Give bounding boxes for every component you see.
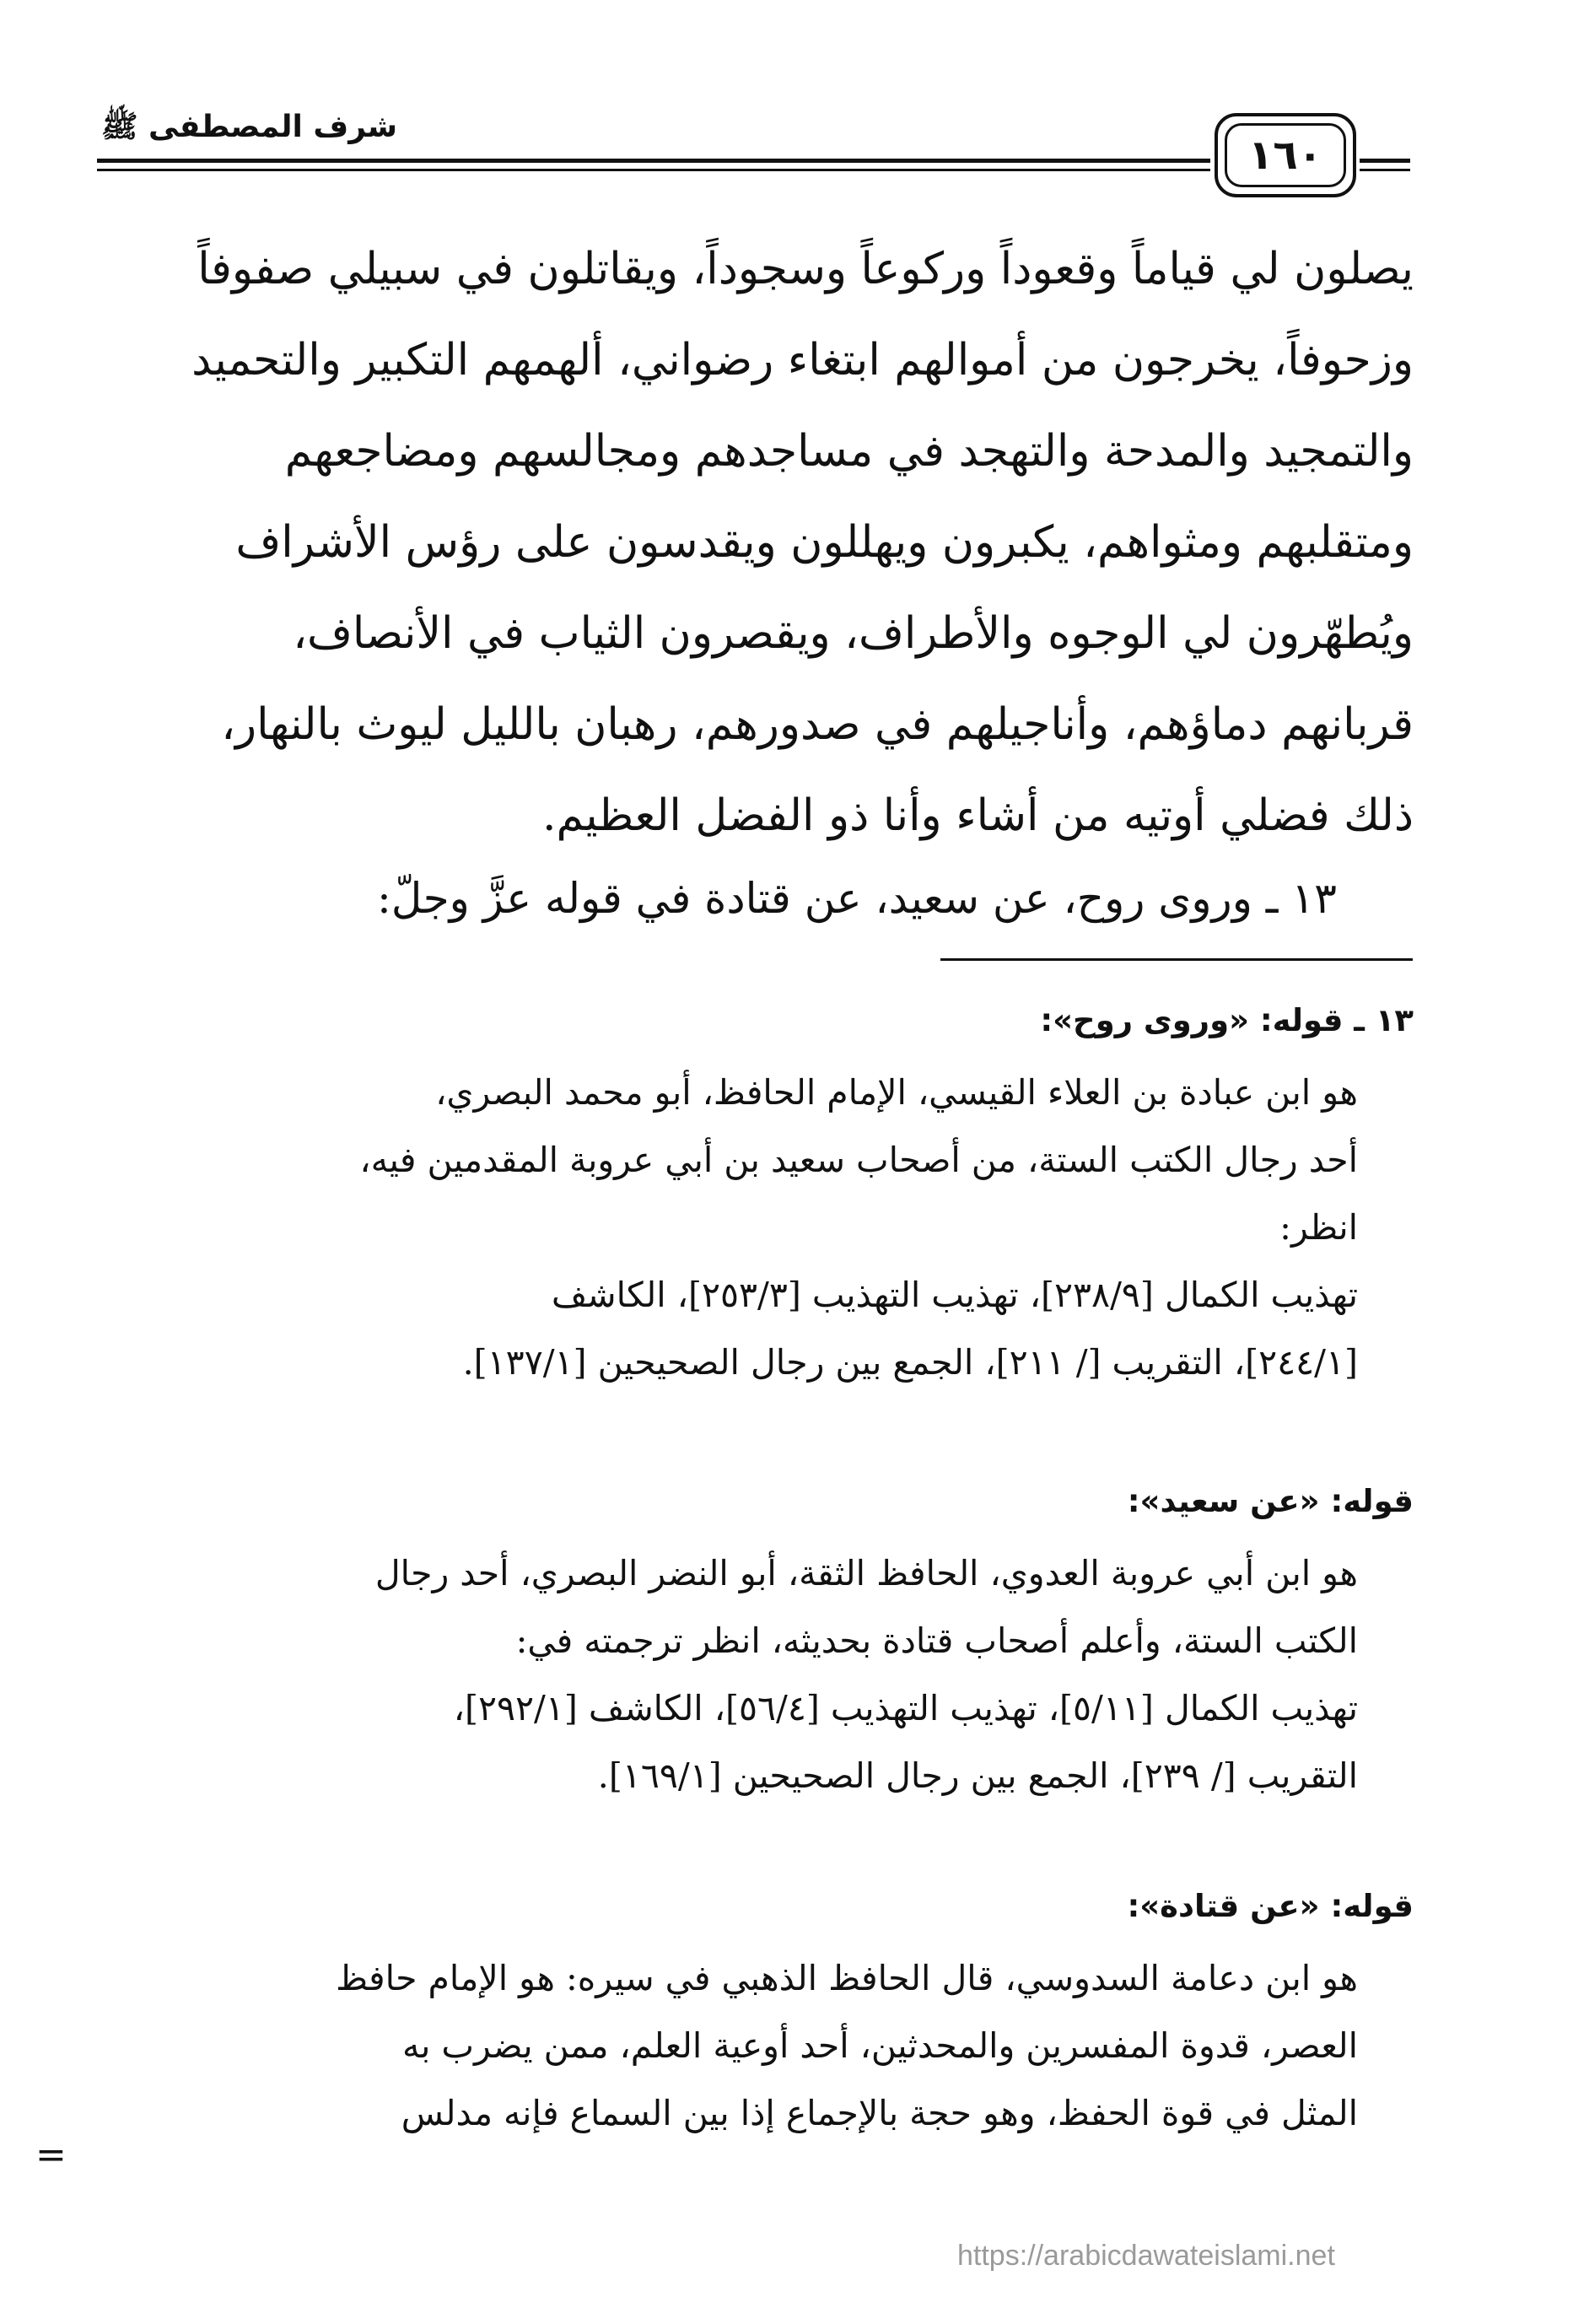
running-head: شرف المصطفى ﷺ [101,110,398,144]
footnote-line: تهذيب الكمال [٥/١١]، تهذيب التهذيب [٥٦/٤]، الكاشف [٢٩٢/١]، [453,1688,1358,1728]
footnote-separator [940,958,1413,961]
footnote-line: الكتب الستة، وأعلم أصحاب قتادة بحديثه، انظر ترجمته في: [515,1620,1358,1661]
footnote-heading: قوله: «عن قتادة»: [1127,1888,1414,1924]
footnote-line: انظر: [1279,1207,1358,1248]
continuation-mark: = [35,2133,67,2176]
footnote-heading: قوله: «عن سعيد»: [1127,1483,1414,1519]
header-rule-right-thin [1360,169,1410,171]
header-rule-right [1360,159,1410,163]
footnote-line: أحد رجال الكتب الستة، من أصحاب سعيد بن أبي عروبة المقدمين فيه، [359,1140,1358,1180]
footnote-body [118,1539,1358,1809]
main-text [118,224,1414,861]
footnote-line: هو ابن أبي عروبة العدوي، الحافظ الثقة، أبو النضر البصري، أحد رجال [374,1553,1358,1593]
page-number-frame [1215,113,1356,197]
header-rule [97,159,1210,163]
hadith-13-line: ١٣ ـ وروى روح، عن سعيد، عن قتادة في قوله عزَّ وجلّ: [377,874,1337,923]
footnote-line: تهذيب الكمال [٢٣٨/٩]، تهذيب التهذيب [٢٥٣/٣]، الكاشف [551,1275,1358,1315]
main-text-line: قربانهم دماؤهم، وأناجيلهم في صدورهم، رهبان بالليل ليوث بالنهار، [221,699,1414,750]
main-text-line: ذلك فضلي أوتيه من أشاء وأنا ذو الفضل العظيم. [542,790,1414,841]
main-text-line: وزحوفاً، يخرجون من أموالهم ابتغاء رضواني، ألهمهم التكبير والتحميد [191,335,1414,386]
footnote-line: العصر، قدوة المفسرين والمحدثين، أحد أوعية العلم، ممن يضرب به [402,2025,1358,2066]
footnote-line: التقريب [/ ٢٣٩]، الجمع بين رجال الصحيحين [١٦٩/١]. [597,1755,1358,1796]
footnote-heading: ١٣ ـ قوله: «وروى روح»: [1040,1002,1414,1038]
footnote-line: هو ابن عبادة بن العلاء القيسي، الإمام الحافظ، أبو محمد البصري، [435,1072,1358,1113]
footnote-line: هو ابن دعامة السدوسي، قال الحافظ الذهبي في سيره: هو الإمام حافظ [336,1958,1358,1998]
footnote-body [118,1059,1358,1396]
footnote-line: [٢٤٤/١]، التقريب [/ ٢١١]، الجمع بين رجال الصحيحين [١٣٧/١]. [462,1342,1358,1383]
main-text-line: ويُطهّرون لي الوجوه والأطراف، ويقصرون الثياب في الأنصاف، [293,608,1414,659]
watermark-url: https://arabicdawateislami.net [957,2240,1335,2272]
main-text-line: ومتقلبهم ومثواهم، يكبرون ويهللون ويقدسون على رؤس الأشراف [235,517,1414,568]
footnote-line: المثل في قوة الحفظ، وهو حجة بالإجماع إذا بين السماع فإنه مدلس [401,2093,1358,2133]
header-rule-thin [97,169,1210,171]
main-text-line: والتمجيد والمدحة والتهجد في مساجدهم ومجالسهم ومضاجعهم [284,426,1414,477]
page-number: ١٦٠ [1225,123,1346,187]
footnote-body [118,1944,1358,2147]
main-text-line: يصلون لي قياماً وقعوداً وركوعاً وسجوداً، ويقاتلون في سبيلي صفوفاً [197,244,1414,294]
